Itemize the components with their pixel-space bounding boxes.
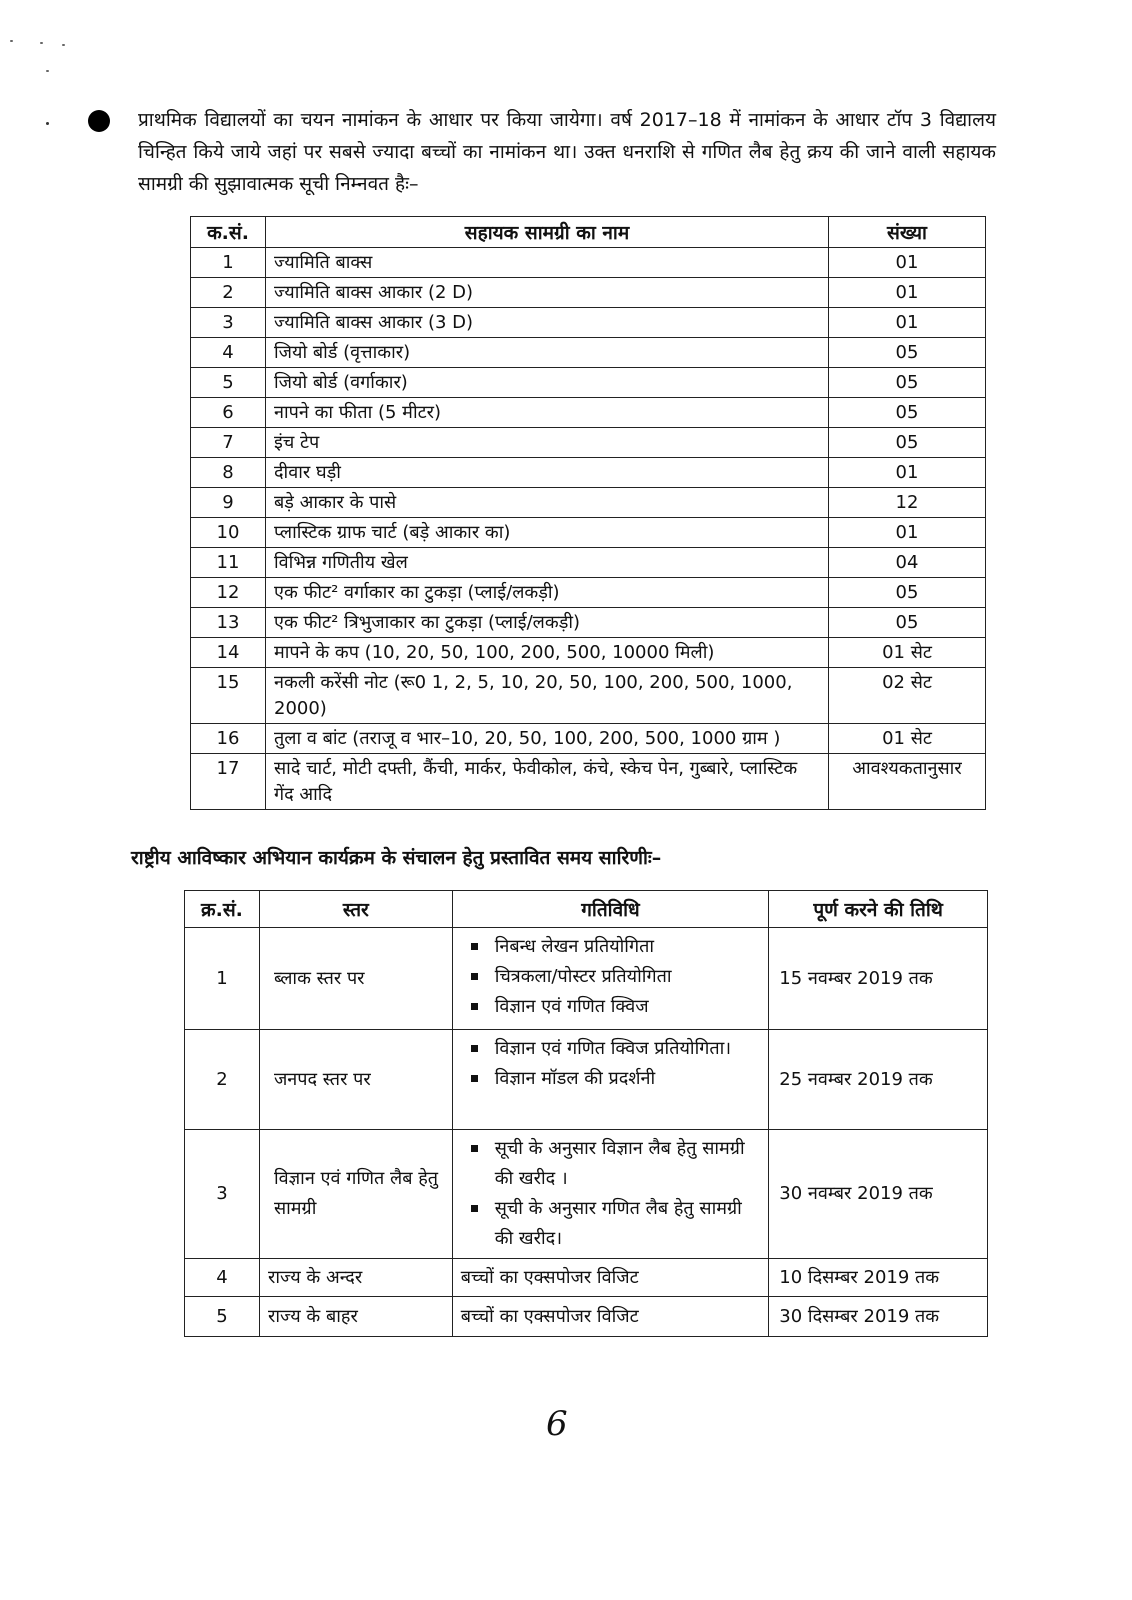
cell-material-name: सादे चार्ट, मोटी दफ्ती, कैंची, मार्कर, फेवीकोल, कंचे, स्केच पेन, गुब्बारे, प्लास्टिक गेंद आदि: [266, 754, 829, 810]
scan-speck: [40, 42, 43, 44]
list-item: [461, 932, 761, 962]
cell-quantity: 05: [829, 428, 986, 458]
table-row: [191, 578, 986, 608]
scan-speck: [62, 44, 65, 46]
col-header-sn: क.सं.: [191, 217, 266, 248]
cell-level: विज्ञान एवं गणित लैब हेतु सामग्री: [259, 1130, 452, 1259]
cell-activities: [452, 928, 769, 1030]
activity-list: [461, 928, 761, 1026]
cell-sn: 10: [191, 518, 266, 548]
square-bullet-icon: [471, 1205, 478, 1212]
cell-activity: बच्चों का एक्सपोजर विजिट: [452, 1297, 769, 1337]
list-item: [461, 1194, 761, 1254]
cell-material-name: बड़े आकार के पासे: [266, 488, 829, 518]
cell-level: ब्लाक स्तर पर: [259, 928, 452, 1030]
activity-text: सूची के अनुसार गणित लैब हेतु सामग्री की खरीद।: [494, 1198, 742, 1249]
cell-material-name: दीवार घड़ी: [266, 458, 829, 488]
schedule-table: [184, 890, 988, 1337]
scan-speck: [46, 70, 49, 72]
table-row: [191, 338, 986, 368]
table-row: [191, 638, 986, 668]
materials-table: [190, 216, 986, 810]
cell-sn: 16: [191, 724, 266, 754]
cell-material-name: एक फीट² वर्गाकार का टुकड़ा (प्लाई/लकड़ी): [266, 578, 829, 608]
cell-sn: 5: [191, 368, 266, 398]
cell-material-name: ज्यामिति बाक्स आकार (3 D): [266, 308, 829, 338]
cell-sn: 12: [191, 578, 266, 608]
cell-sn: 2: [191, 278, 266, 308]
cell-material-name: प्लास्टिक ग्राफ चार्ट (बड़े आकार का): [266, 518, 829, 548]
cell-sn: 1: [185, 928, 260, 1030]
table-header-row: [185, 891, 988, 928]
table-row: [191, 398, 986, 428]
list-item: [461, 962, 761, 992]
table-row: [191, 458, 986, 488]
margin-dot: [46, 122, 49, 125]
activity-text: चित्रकला/पोस्टर प्रतियोगिता: [494, 966, 672, 987]
cell-material-name: एक फीट² त्रिभुजाकार का टुकड़ा (प्लाई/लकड़ी): [266, 608, 829, 638]
cell-date: 10 दिसम्बर 2019 तक: [769, 1259, 988, 1297]
cell-quantity: 01: [829, 248, 986, 278]
activity-list: [461, 1030, 761, 1098]
col-header-level: स्तर: [259, 891, 452, 928]
cell-sn: 4: [185, 1259, 260, 1297]
col-header-activity: गतिविधि: [452, 891, 769, 928]
page-number: 6: [546, 1404, 568, 1444]
col-header-date: पूर्ण करने की तिथि: [769, 891, 988, 928]
cell-quantity: 05: [829, 398, 986, 428]
table-header-row: [191, 217, 986, 248]
cell-level: राज्य के बाहर: [259, 1297, 452, 1337]
cell-date: 30 दिसम्बर 2019 तक: [769, 1297, 988, 1337]
square-bullet-icon: [471, 1003, 478, 1010]
table-row: [191, 724, 986, 754]
cell-date: 25 नवम्बर 2019 तक: [769, 1030, 988, 1130]
cell-quantity: 01 सेट: [829, 724, 986, 754]
activity-text: विज्ञान मॉडल की प्रदर्शनी: [494, 1068, 656, 1089]
cell-quantity: 01: [829, 278, 986, 308]
cell-level: राज्य के अन्दर: [259, 1259, 452, 1297]
cell-quantity: 05: [829, 368, 986, 398]
table-row: [191, 278, 986, 308]
cell-sn: 1: [191, 248, 266, 278]
bullet-icon: [88, 110, 110, 132]
scan-speck: [10, 40, 13, 42]
list-item: [461, 1134, 761, 1194]
table-row: [185, 1297, 988, 1337]
cell-quantity: 12: [829, 488, 986, 518]
cell-sn: 3: [185, 1130, 260, 1259]
cell-material-name: नापने का फीता (5 मीटर): [266, 398, 829, 428]
cell-activity: बच्चों का एक्सपोजर विजिट: [452, 1259, 769, 1297]
cell-quantity: 01 सेट: [829, 638, 986, 668]
cell-material-name: मापने के कप (10, 20, 50, 100, 200, 500, 10000 मिली): [266, 638, 829, 668]
cell-sn: 15: [191, 668, 266, 724]
cell-sn: 17: [191, 754, 266, 810]
cell-sn: 8: [191, 458, 266, 488]
square-bullet-icon: [471, 1075, 478, 1082]
cell-material-name: विभिन्न गणितीय खेल: [266, 548, 829, 578]
col-header-name: सहायक सामग्री का नाम: [266, 217, 829, 248]
intro-paragraph: प्राथमिक विद्यालयों का चयन नामांकन के आधार पर किया जायेगा। वर्ष 2017–18 में नामांकन के आधार टॉप 3 विद्यालय चिन्हित किये जाये जहां पर सबसे ज्यादा बच्चों का नामांकन था। उक्त धनराशि से गणित लैब हेतु क्रय की जाने वाली सहायक सामग्री की सुझावात्मक सूची निम्नवत हैः–: [138, 109, 996, 195]
cell-quantity: 05: [829, 608, 986, 638]
cell-material-name: तुला व बांट (तराजू व भार–10, 20, 50, 100, 200, 500, 1000 ग्राम ): [266, 724, 829, 754]
cell-material-name: जियो बोर्ड (वृत्ताकार): [266, 338, 829, 368]
cell-sn: 14: [191, 638, 266, 668]
table-row: [191, 308, 986, 338]
cell-quantity: आवश्यकतानुसार: [829, 754, 986, 810]
activity-list: [461, 1130, 761, 1258]
cell-sn: 4: [191, 338, 266, 368]
table-row: [191, 548, 986, 578]
activity-text: विज्ञान एवं गणित क्विज: [494, 996, 649, 1017]
square-bullet-icon: [471, 973, 478, 980]
table-row: [191, 248, 986, 278]
cell-material-name: ज्यामिति बाक्स आकार (2 D): [266, 278, 829, 308]
table-row: [191, 608, 986, 638]
cell-sn: 9: [191, 488, 266, 518]
cell-quantity: 05: [829, 338, 986, 368]
cell-sn: 2: [185, 1030, 260, 1130]
activity-text: सूची के अनुसार विज्ञान लैब हेतु सामग्री की खरीद ।: [494, 1138, 745, 1189]
list-item: [461, 1064, 761, 1094]
list-item: [461, 1034, 761, 1064]
cell-sn: 7: [191, 428, 266, 458]
table-row: [191, 754, 986, 810]
col-header-qty: संख्या: [829, 217, 986, 248]
cell-date: 30 नवम्बर 2019 तक: [769, 1130, 988, 1259]
cell-quantity: 01: [829, 518, 986, 548]
table-row: [191, 668, 986, 724]
cell-material-name: ज्यामिति बाक्स: [266, 248, 829, 278]
table-row: [185, 928, 988, 1030]
table-row: [191, 428, 986, 458]
cell-material-name: जियो बोर्ड (वर्गाकार): [266, 368, 829, 398]
cell-activities: [452, 1130, 769, 1259]
cell-sn: 6: [191, 398, 266, 428]
cell-material-name: इंच टेप: [266, 428, 829, 458]
square-bullet-icon: [471, 943, 478, 950]
cell-sn: 11: [191, 548, 266, 578]
col-header-sn: क्र.सं.: [185, 891, 260, 928]
cell-sn: 5: [185, 1297, 260, 1337]
cell-sn: 13: [191, 608, 266, 638]
schedule-heading: राष्ट्रीय आविष्कार अभियान कार्यक्रम के संचालन हेतु प्रस्तावित समय सारिणीः–: [131, 847, 662, 869]
square-bullet-icon: [471, 1045, 478, 1052]
square-bullet-icon: [471, 1145, 478, 1152]
cell-quantity: 01: [829, 308, 986, 338]
cell-level: जनपद स्तर पर: [259, 1030, 452, 1130]
table-row: [191, 368, 986, 398]
cell-sn: 3: [191, 308, 266, 338]
cell-quantity: 02 सेट: [829, 668, 986, 724]
table-row: [185, 1030, 988, 1130]
table-row: [191, 488, 986, 518]
table-row: [185, 1130, 988, 1259]
list-item: [461, 992, 761, 1022]
activity-text: विज्ञान एवं गणित क्विज प्रतियोगिता।: [494, 1038, 732, 1059]
cell-date: 15 नवम्बर 2019 तक: [769, 928, 988, 1030]
cell-quantity: 01: [829, 458, 986, 488]
cell-quantity: 05: [829, 578, 986, 608]
table-row: [185, 1259, 988, 1297]
activity-text: निबन्ध लेखन प्रतियोगिता: [494, 936, 655, 957]
cell-quantity: 04: [829, 548, 986, 578]
cell-activities: [452, 1030, 769, 1130]
table-row: [191, 518, 986, 548]
cell-material-name: नकली करेंसी नोट (रू0 1, 2, 5, 10, 20, 50, 100, 200, 500, 1000, 2000): [266, 668, 829, 724]
